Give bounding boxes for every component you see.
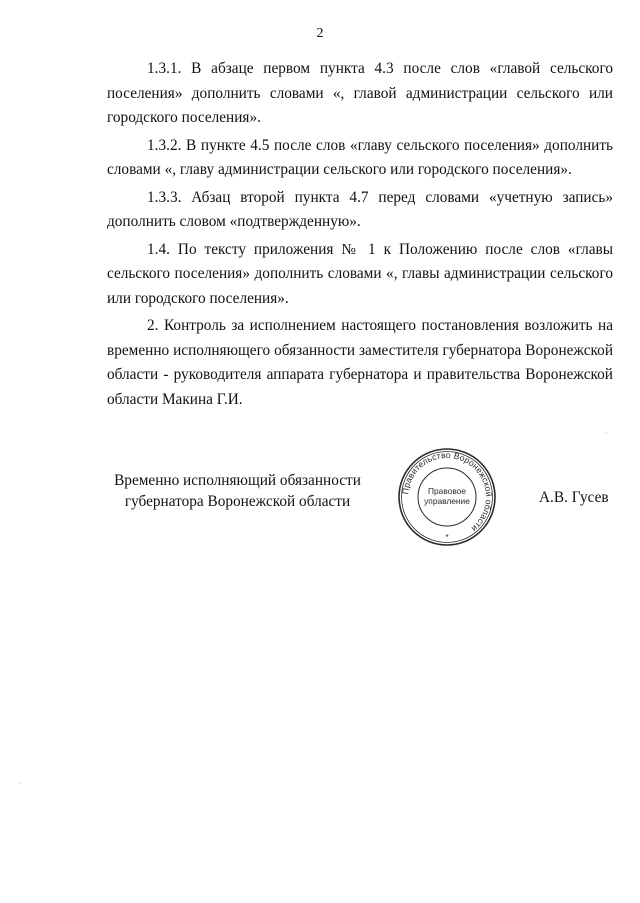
scan-speck [606, 432, 607, 433]
page-number: 2 [316, 26, 324, 41]
signer-title-line-2: губернатора Воронежской области [124, 493, 351, 510]
official-stamp [397, 447, 497, 547]
scan-speck [20, 783, 21, 784]
paragraph-1-3-1: 1.3.1. В абзаце первом пункта 4.3 после слов «главой сельского поселения» дополнить словами «, главой администрации сельского или городского поселения». [107, 60, 613, 126]
stamp-center-line-1: Правовое [427, 486, 467, 496]
paragraph-1-4: 1.4. По тексту приложения № 1 к Положению после слов «главы сельского поселения» дополнить словами «, главы администрации сельского или городского поселения». [107, 240, 613, 307]
paragraph-2: 2. Контроль за исполнением настоящего постановления возложить на временно исполняющего обязанности заместителя губернатора Воронежской области - руководителя аппарата губернатора и правительства Воронежской области Макина Г.И. [107, 317, 613, 408]
paragraph-1-3-3: 1.3.3. Абзац второй пункта 4.7 перед словами «учетную запись» дополнить словом «подтвержденную». [107, 188, 613, 230]
signer-title-line-1: Временно исполняющий обязанности [114, 472, 361, 489]
paragraph-1-3-2: 1.3.2. В пункте 4.5 после слов «главу сельского поселения» дополнить словами «, главу администрации сельского или городского поселения». [107, 136, 613, 178]
signer-title [105, 470, 370, 512]
stamp-ring-text: Правительство Воронежской области [400, 449, 495, 534]
stamp-center-line-2: управление [424, 496, 470, 506]
signer-name: А.В. Гусев [539, 489, 609, 506]
stamp-star: * [445, 533, 449, 542]
document-body [107, 57, 613, 412]
